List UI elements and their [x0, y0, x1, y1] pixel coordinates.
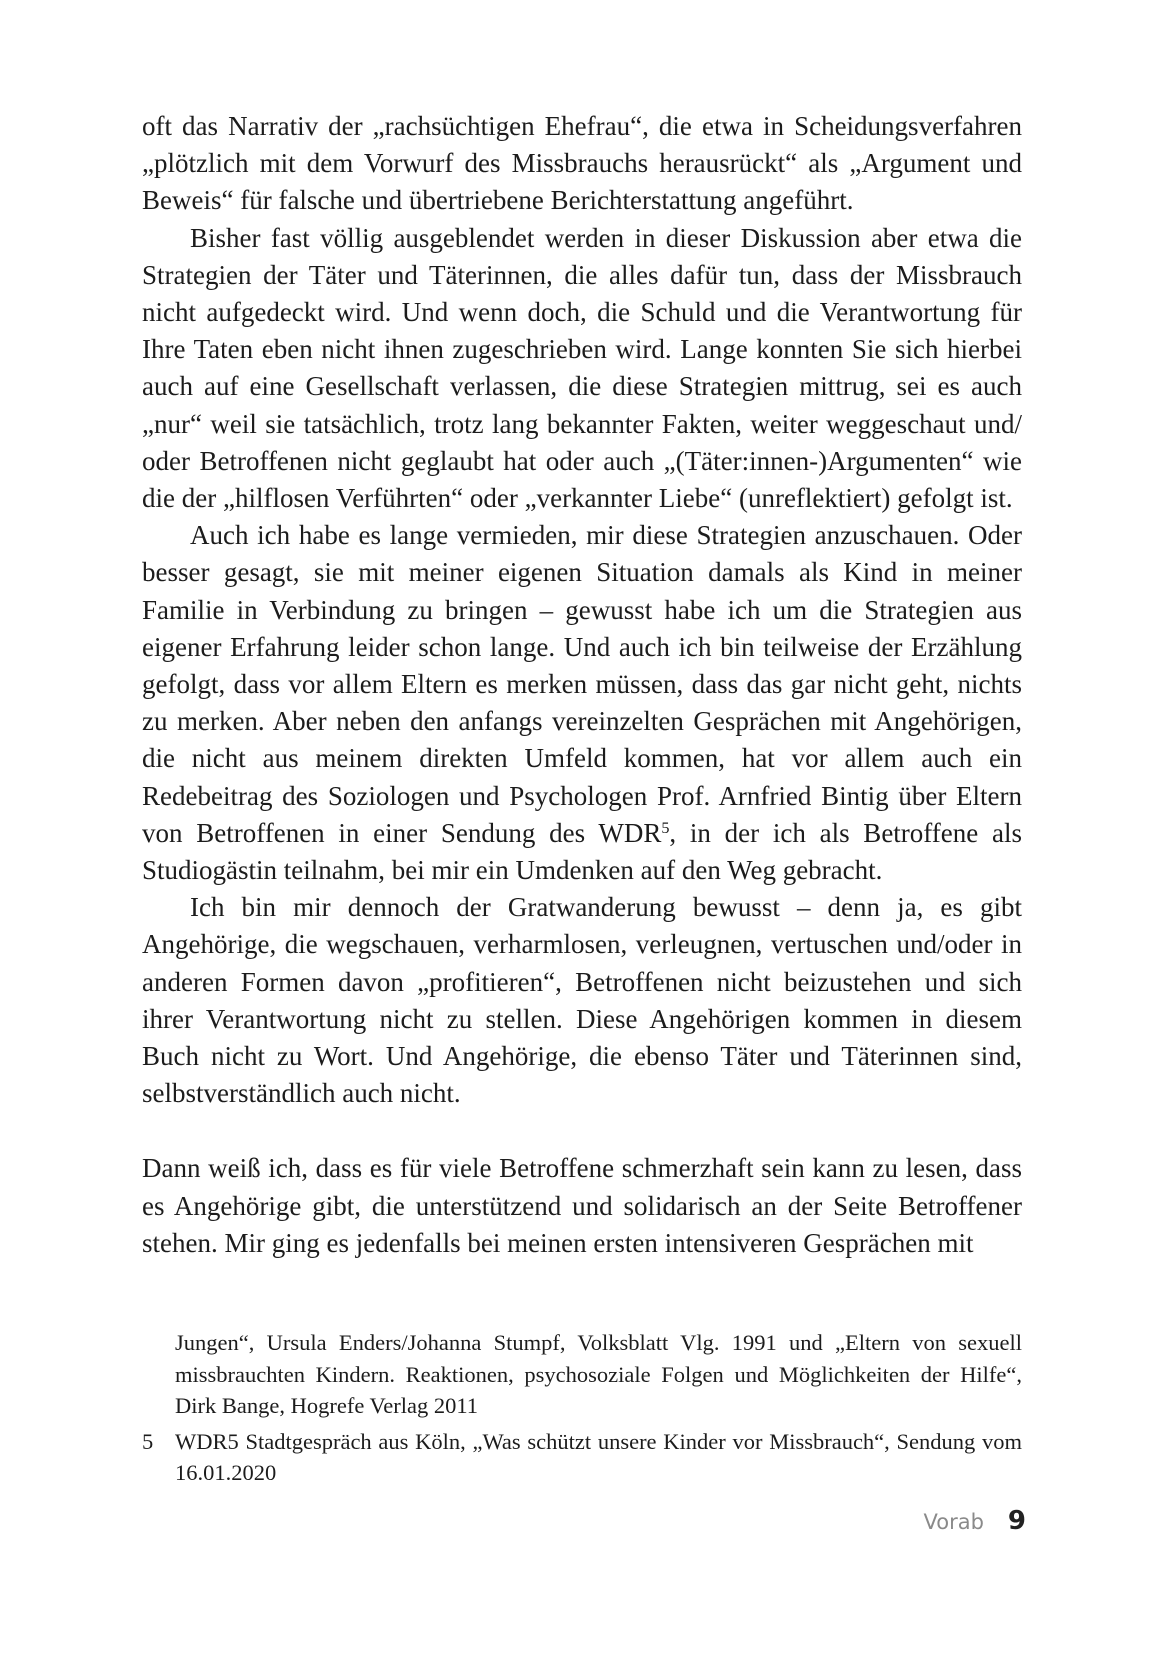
footnote: [142, 1426, 1022, 1489]
running-footer: [923, 1506, 1026, 1536]
paragraph: oft das Narrativ der „rachsüchtigen Ehefrau“, die etwa in Scheidungsverfahren „plötzlich mit dem Vorwurf des Missbrauchs herausrückt“ als „Argument und Beweis“ für falsche und übertriebene Berichterstattung angeführt.: [142, 111, 1022, 216]
footnote-text: Jungen“, Ursula Enders/Johanna Stumpf, Volksblatt Vlg. 1991 und „Eltern von sexuell missbrauchten Kindern. Reaktionen, psychosoziale Folgen und Möglichkeiten der Hilfe“, Dirk Bange, Hogrefe Verlag 2011: [175, 1330, 1022, 1418]
paragraph: Ich bin mir dennoch der Gratwanderung bewusst – denn ja, es gibt Angehörige, die wegschauen, verharmlosen, verleugnen, vertuschen und/oder in anderen Formen davon „profitieren“, Betroffenen nicht beizustehen und sich ihrer Verantwortung nicht zu stellen. Diese Angehörigen kommen in diesem Buch nicht zu Wort. Und Angehörige, die ebenso Täter und Täterinnen sind, selbstverständlich auch nicht.: [142, 892, 1022, 1109]
section-label: Vorab: [923, 1510, 984, 1534]
footnote-number: 5: [142, 1428, 154, 1454]
paragraph: Dann weiß ich, dass es für viele Betroffene schmerzhaft sein kann zu lesen, dass es Angehörige gibt, die unterstützend und solidarisch an der Seite Betroffener stehen. Mir ging es jedenfalls bei meinen ersten intensiveren Gesprächen mit: [142, 1153, 1022, 1258]
paragraph-text-continued: , in der ich als Betroffene als Studiogästin teilnahm, bei mir ein Umdenken auf den Weg gebracht.: [142, 817, 1022, 886]
footnotes: [142, 1327, 1022, 1489]
paragraph: Bisher fast völlig ausgeblendet werden in dieser Diskussion aber etwa die Strategien der Täter und Täterinnen, die alles dafür tun, dass der Missbrauch nicht aufgedeckt wird. Und wenn doch, die Schuld und die Verantwortung für Ihre Taten eben nicht ihnen zugeschrieben wird. Lange konnten Sie sich hierbei auch auf eine Gesellschaft verlassen, die diese Strategien mittrug, sei es auch „nur“ weil sie tatsächlich, trotz lang bekannter Fakten, weiter weggeschaut und/ oder Betroffenen nicht geglaubt hat oder auch „(Täter:innen-)Argumenten“ wie die der „hilflosen Verführten“ oder „verkannter Liebe“ (unreflektiert) gefolgt ist.: [142, 222, 1022, 514]
main-text: [142, 108, 1022, 1262]
footnote-text: WDR5 Stadtgespräch aus Köln, „Was schützt unsere Kinder vor Missbrauch“, Sendung vom 16.01.2020: [175, 1428, 1022, 1485]
footnote-reference[interactable]: 5: [661, 818, 670, 837]
page-number: 9: [1007, 1506, 1026, 1536]
footnote: [142, 1327, 1022, 1422]
paragraph-text: Auch ich habe es lange vermieden, mir diese Strategien anzuschauen. Oder besser gesagt, sie mit meiner eigenen Situation damals als Kind in meiner Familie in Verbindung zu bringen – gewusst habe ich um die Strategien aus eigener Erfahrung leider schon lange. Und auch ich bin teilweise der Erzählung gefolgt, dass vor allem Eltern es merken müssen, dass das gar nicht geht, nichts zu merken. Aber neben den anfangs vereinzelten Gesprächen mit Angehörigen, die nicht aus meinem direkten Umfeld kommen, hat vor allem auch ein Redebeitrag des Soziologen und Psychologen Prof. Arnfried Bintig über Eltern von Betroffenen in einer Sendung des WDR: [142, 520, 1022, 848]
paragraph: [142, 517, 1022, 889]
